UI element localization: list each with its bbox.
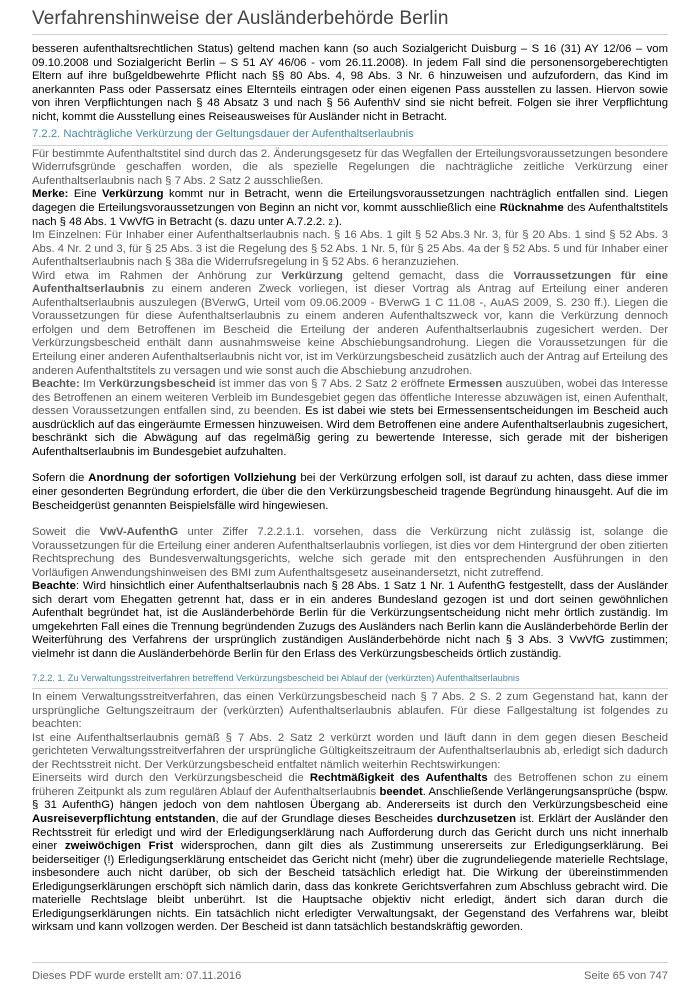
intro-paragraph: besseren aufenthaltsrechtlichen Status) geltend machen kann (so auch Sozialgericht Duisburg – S 16 (31) AY 12/06 – vom 09.10.2008 und Sozialgericht Berlin – S 51 AY 46/06 - vom 26.11.2008). In jedem Fall sind die personensorgeberechtigten Eltern auf ihre bußgeldbewehrte Pflicht nach §§ 80 Abs. 4, 98 Abs. 3 Nr. 6 hinzuweisen und aufzufordern, das Kind im anerkannten Pass oder Passersatz eines Elternteils eintragen oder einen eigenen Pass ausstellen zu lassen. Hiervon sowie von ihren Verpflichtungen nach § 48 Absatz 3 und nach § 56 AufenthV sind sie nicht befreit. Folgen sie ihrer Verpflichtung nicht, kommt die Ausstellung eines Reiseausweises für Ausländer nicht in Betracht. bbox=[32, 43, 668, 123]
page-header bbox=[32, 8, 668, 35]
paragraph-beachte-ermessen: Beachte: Im Verkürzungsbescheid ist immer das von § 7 Abs. 2 Satz 2 eröffnete Ermessen auszuüben, wobei das Interesse des Betroffenen an einem weiteren Verbleib im Bundesgebiet gegen das öffentliche Interesse abzuwägen ist, einen Aufenthalt, dessen Voraussetzungen entfallen sind, zu beenden. Es ist dabei wie stets bei Ermessensentscheidungen im Bescheid auch ausdrücklich auf das eingeräumte Ermessen hinzuweisen. Wird dem Betroffenen eine andere Aufenthaltserlaubnis zugesichert, beschränkt sich die Abwägung auf das regelmäßig gering zu bewertende Interesse, sich gerade mit der bisherigen Aufenthaltserlaubnis im Bundesgebiet aufzuhalten. bbox=[32, 378, 669, 458]
paragraph-rechtsstreit: Ist eine Aufenthaltserlaubnis gemäß § 7 Abs. 2 Satz 2 verkürzt worden und läuft dann in dem gegen diesen Bescheid gerichteten Verwaltungsstreitverfahren der ursprüngliche Gültigkeitszeitraum der Aufenthaltserlaubnis ab, erledigt sich dadurch der Rechtsstreit nicht. Der Verkürzungsbescheid entfaltet nämlich weiterhin Rechtswirkungen: bbox=[32, 731, 668, 771]
paragraph-beachte-zustaendigkeit: Beachte: Wird hinsichtlich einer Aufenthaltserlaubnis nach § 28 Abs. 1 Satz 1 Nr. 1 AufenthG festgestellt, dass der Ausländer sich derart vom Ehegatten getrennt hat, dass er in ein anderes Bundesland gezogen ist und dort seinen gewöhnlichen Aufenthalt begründet hat, ist die Ausländerbehörde Berlin für die Verkürzungsentscheidung nicht mehr örtlich zuständig. Im umgekehrten Fall eines die Trennung begründenden Zuzugs des Ausländers nach Berlin kann die Ausländerbehörde Berlin der Weiterführung des Verfahrens der ursprünglich zuständigen Ausländerbehörde nicht nach § 3 Abs. 3 VwVfG zustimmen; vielmehr ist dann die Ausländerbehörde Berlin für den Erlass des Verkürzungsbescheids örtlich zuständig. bbox=[32, 580, 668, 660]
paragraph-vwv-aufenthg: Soweit die VwV-AufenthG unter Ziffer 7.2.2.1.1. vorsehen, dass die Verkürzung nicht zulässig ist, solange die Voraussetzungen für die Erteilung einer anderen Aufenthaltserlaubnis vorliegen, ist dies vor dem Hintergrund der oben zitierten Rechtsprechung des Bundesverwaltungsgerichts, welche sich gerade mit den entsprechenden Ausführungen in den Vorläufigen Anwendungshinweisen des BMI zum Aufenthaltsgesetz auseinandersetzt, nicht zutreffend. bbox=[32, 526, 668, 579]
paragraph-verwaltungsstreitverfahren: In einem Verwaltungsstreitverfahren, das einen Verkürzungsbescheid nach § 7 Abs. 2 S. 2 zum Gegenstand hat, kann der ursprüngliche Geltungszeitraum der (verkürzten) Aufenthaltserlaubnis ablaufen. Für diese Fallgestaltung ist folgendes zu beachten: bbox=[32, 691, 668, 731]
document-title: Verfahrenshinweise der Ausländerbehörde Berlin bbox=[32, 8, 449, 29]
paragraph-merke: Merke: Eine Verkürzung kommt nur in Betracht, wenn die Erteilungsvoraussetzungen nachträglich entfallen sind. Liegen dagegen die Erteilungsvoraussetzungen von Beginn an nicht vor, kommt ausschließlich eine Rücknahme des Aufenthaltstitels nach § 48 Abs. 1 VwVfG in Betracht (s. dazu unter A.7.2.2. 2.). bbox=[32, 188, 669, 228]
beachte-label: Beachte bbox=[32, 580, 76, 593]
paragraph-im-einzelnen: Im Einzelnen: Für Inhaber einer Aufenthaltserlaubnis nach. § 16 Abs. 1 gilt § 52 Abs.3 Nr. 3, für § 20 Abs. 1 sind § 52 Abs. 3 Abs. 4 Nr. 2 und 3, für § 25 Abs. 3 ist die Regelung des § 52 Abs. 1 Nr. 5, für § 25 Abs. 4a der § 52 Abs. 5 und für Inhaber einer Aufenthaltserlaubnis nach § 38a die Widerrufsregelung in § 52 Abs. 6 heranzuziehen. bbox=[32, 229, 668, 269]
page-footer bbox=[32, 962, 668, 982]
paragraph-sofortige-vollziehung: Sofern die Anordnung der sofortigen Vollziehung bei der Verkürzung erfolgen soll, ist darauf zu achten, dass diese immer einer gesonderten Begründung erfordert, die über die den Verkürzungsbescheid tragende Begründung hinausgeht. Auf die im Bescheidgerüst genannten Beispielsfälle wird hingewiesen. bbox=[32, 472, 668, 512]
section-heading-7-2-2: 7.2.2. Nachträgliche Verkürzung der Geltungsdauer der Aufenthaltserlaubnis bbox=[32, 128, 668, 146]
page-number: Seite 65 von 747 bbox=[584, 970, 668, 982]
beachte-label: Beachte: bbox=[32, 378, 80, 391]
merke-label: Merke: bbox=[32, 188, 69, 201]
paragraph-widerrufsgruende: Für bestimmte Aufenthaltstitel sind durch das 2. Änderungsgesetz für das Wegfallen der Erteilungsvoraussetzungen besondere Widerrufsgründe geschaffen worden, die als spezielle Regelungen die nachträgliche zeitliche Verkürzung einer Aufenthaltserlaubnis nach § 7 Abs. 2 Satz 2 ausschließen. bbox=[32, 147, 668, 187]
paragraph-anhoerung: Wird etwa im Rahmen der Anhörung zur Verkürzung geltend gemacht, dass die Vorraussetzungen für eine Aufenthaltserlaubnis zu einem anderen Zweck vorliegen, ist dieser Vortrag als Antrag auf Erteilung einer anderen Aufenthaltserlaubnis auszulegen (BVerwG, Urteil vom 09.06.2009 - BVerwG 1 C 11.08 -, AuAS 2009, S. 230 ff.). Liegen die Voraussetzungen für diese Aufenthaltserlaubnis zu einem anderen Aufenthaltszweck vor, kann die Verkürzung dennoch erfolgen und dem Betroffenen im Bescheid die Erteilung der anderen Aufenthaltserlaubnis zugesichert werden. Der Verkürzungsbescheid enthält dann ausnahmsweise keine Abschiebungsandrohung. Liegen die Voraussetzungen für die Erteilung einer anderen Aufenthaltserlaubnis nicht vor, ist im Verkürzungsbescheid zusätzlich auch der Antrag auf Erteilung des anderen Aufenthaltstitels zu versagen und wie sonst auch die Abschiebung anzudrohen. bbox=[32, 269, 668, 377]
paragraph-rechtswirkungen: Einerseits wird durch den Verkürzungsbescheid die Rechtmäßigkeit des Aufenthalts des Betroffenen schon zu einem früheren Zeitpunkt als zum regulären Ablauf der Aufenthaltserlaubnis beendet. Anschließende Verlängerungsansprüche (bspw. § 31 AufenthG) hängen jedoch von dem nahtlosen Übergang ab. Andererseits ist durch den Verkürzungsbescheid eine Ausreiseverpflichtung entstanden, die auf der Grundlage dieses Bescheides durchzusetzen ist. Erklärt der Ausländer den Rechtsstreit für erledigt und wird der Erledigungserklärung nach Aufforderung durch das Gericht durch uns nicht innerhalb einer zweiwöchigen Frist widersprochen, dann gilt dies als Zustimmung unsererseits zur Erledigungserklärung. Bei beiderseitiger (!) Erledigungserklärung entscheidet das Gericht nicht (mehr) über die zugrundeliegende materielle Rechtslage, insbesondere auch nicht darüber, ob sich der Bescheid tatsächlich erledigt hat. Die Wirkung der übereinstimmenden Erledigungserklärungen erschöpft sich nämlich darin, dass das konkrete Gerichtsverfahren zum Abschluss gebracht wird. Die materielle Rechtslage bleibt unberührt. Ist die Hauptsache objektiv nicht erledigt, ändert sich daran durch die Erledigungserklärungen nichts. Ein tatsächlich nicht erledigter Verwaltungsakt, der Gegenstand des Verfahrens war, bleibt wirksam und kann vollzogen werden. Der Bescheid ist dann tatsächlich bestandskräftig geworden. bbox=[32, 772, 669, 934]
creation-date-note: Dieses PDF wurde erstellt am: 07.11.2016 bbox=[32, 970, 242, 982]
document-body bbox=[32, 43, 668, 935]
section-heading-7-2-2-1: 7.2.2. 1. Zu Verwaltungsstreitverfahren betreffend Verkürzungsbescheid bei Ablauf der (verkürzten) Aufenthaltserlaubnis bbox=[32, 672, 668, 690]
